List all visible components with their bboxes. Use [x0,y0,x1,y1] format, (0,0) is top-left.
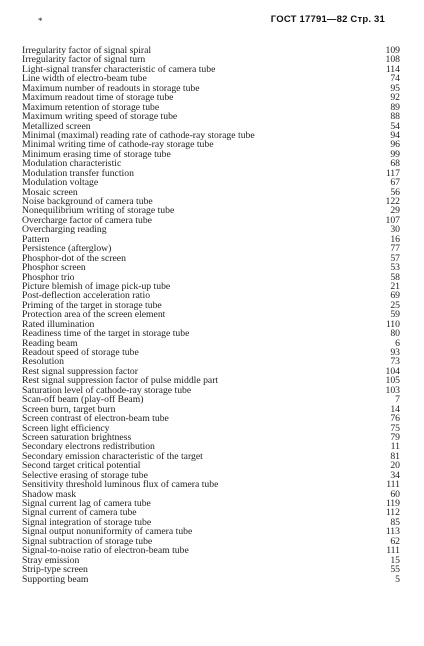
index-term: Modulation transfer function [22,168,134,179]
index-term: Light-signal transfer characteristic of camera tube [22,64,216,75]
page-header: ГОСТ 17791—82 Стр. 31 [270,14,385,25]
index-term: Protection area of the screen element [22,310,166,320]
term-index-list [22,46,400,584]
index-entry [22,159,400,168]
index-entry [22,565,400,574]
index-entry [22,537,400,546]
index-page-number: 75 [390,422,400,434]
index-term: Irregularity factor of signal turn [22,55,146,65]
index-entry [22,273,400,282]
index-page-number: 122 [385,196,400,207]
index-entry [22,339,400,348]
index-entry [22,424,400,433]
index-entry [22,188,400,197]
index-term: Maximum readout time of storage tube [22,93,174,103]
index-page-number: 62 [390,535,400,547]
index-term: Screen burn, target burn [22,404,116,415]
index-entry [22,461,400,470]
index-page-number: 21 [390,280,400,292]
index-entry [22,508,400,517]
index-term: Signal integration of storage tube [22,517,152,528]
index-page-number: 60 [390,488,400,500]
index-entry [22,122,400,131]
index-entry [22,263,400,272]
index-term: Modulation characteristic [22,159,122,169]
index-page-number: 54 [390,120,400,132]
index-entry [22,93,400,102]
index-entry [22,84,400,93]
index-term: Reading beam [22,338,78,348]
index-entry [22,46,400,55]
index-entry [22,518,400,527]
index-page-number: 68 [390,158,400,170]
index-term: Noise background of camera tube [22,197,153,207]
index-term: Rest signal suppression factor [22,366,138,377]
index-entry [22,433,400,442]
index-term: Signal output nonuniformity of camera tube [22,527,193,537]
index-term: Readout speed of storage tube [22,348,139,358]
index-term: Supporting beam [22,574,89,584]
index-page-number: 105 [385,375,400,387]
index-entry [22,216,400,225]
index-term: Minimal writing time of cathode-ray storage tube [22,140,214,150]
index-page-number: 110 [385,318,400,330]
index-term: Stray emission [22,555,80,566]
index-page-number: 104 [385,365,400,377]
index-term: Screen saturation brightness [22,432,132,443]
index-entry [22,414,400,423]
index-page-number: 29 [390,205,400,217]
index-page-number: 92 [390,92,400,104]
index-page-number: 5 [395,573,400,585]
index-entry [22,65,400,74]
index-term: Secondary emission characteristic of the target [22,451,203,462]
index-term: Minimum erasing time of storage tube [22,149,171,160]
index-entry [22,480,400,489]
index-page-number: 76 [390,413,400,425]
index-entry [22,527,400,536]
index-entry [22,556,400,565]
index-term: Maximum writing speed of storage tube [22,112,178,122]
index-term: Resolution [22,357,64,367]
index-term: Rest signal suppression factor of pulse middle part [22,376,219,386]
index-term: Post-deflection acceleration ratio [22,291,151,301]
index-entry [22,499,400,508]
index-page-number: 15 [390,554,400,566]
index-page-number: 7 [395,394,400,406]
index-entry [22,112,400,121]
index-term: Sensitivity threshold luminous flux of camera tube [22,480,219,490]
index-page-number: 59 [390,309,400,321]
index-page-number: 117 [385,167,400,179]
index-page-number: 55 [390,564,400,576]
index-term: Pattern [22,234,50,245]
index-page-number: 108 [385,54,400,66]
index-entry [22,244,400,253]
index-entry [22,329,400,338]
index-entry [22,169,400,178]
index-entry [22,225,400,234]
index-page-number: 73 [390,356,400,368]
index-term: Metallized screen [22,121,91,131]
index-page-number: 20 [390,460,400,472]
index-page-number: 80 [390,328,400,340]
index-page-number: 114 [385,63,400,75]
index-term: Scan-off beam (play-off Beam) [22,395,144,405]
index-term: Nonequilibrium writing of storage tube [22,206,175,216]
index-term: Mosaic screen [22,187,78,197]
index-term: Priming of the target in storage tube [22,300,162,311]
index-term: Readiness time of the target in storage tube [22,329,190,339]
index-page-number: 95 [390,82,400,94]
index-page-number: 81 [390,450,400,462]
index-term: Minimal (maximal) reading rate of cathode-ray storage tube [22,130,255,141]
index-term: Maximum retention of storage tube [22,102,160,113]
index-page-number: 11 [390,441,400,453]
index-entry [22,575,400,584]
index-entry [22,546,400,555]
index-page-number: 16 [390,233,400,245]
index-entry [22,395,400,404]
index-term: Overcharging reading [22,225,107,235]
index-page-number: 57 [390,252,400,264]
index-page-number: 56 [390,186,400,198]
index-entry [22,74,400,83]
index-entry [22,376,400,385]
index-page-number: 25 [390,299,400,311]
index-entry [22,235,400,244]
index-entry [22,310,400,319]
index-entry [22,357,400,366]
index-term: Phosphor screen [22,263,86,273]
index-entry [22,348,400,357]
index-entry [22,471,400,480]
index-page-number: 79 [390,431,400,443]
index-page-number: 30 [390,224,400,236]
index-entry [22,55,400,64]
index-page-number: 94 [390,129,400,141]
index-entry [22,405,400,414]
index-page-number: 6 [395,337,400,349]
index-page-number: 85 [390,516,400,528]
index-entry [22,103,400,112]
index-page-number: 99 [390,148,400,160]
index-entry [22,490,400,499]
index-term: Saturation level of cathode-ray storage tube [22,385,192,396]
index-term: Irregularity factor of signal spiral [22,46,152,56]
index-page-number: 113 [385,526,400,538]
index-term: Rated illumination [22,319,95,330]
index-term: Secondary electrons redistribution [22,442,155,452]
index-term: Picture blemish of image pick-up tube [22,281,171,292]
index-page-number: 14 [390,403,400,415]
index-page-number: 119 [385,498,400,509]
index-page-number: 58 [390,271,400,283]
index-entry [22,301,400,310]
index-entry [22,254,400,263]
index-term: Strip-type screen [22,565,88,575]
index-page-number: 74 [390,73,400,85]
index-entry [22,197,400,206]
index-entry [22,131,400,140]
index-page-number: 112 [385,507,400,519]
index-entry [22,178,400,187]
index-entry [22,442,400,451]
index-page-number: 89 [390,101,400,113]
index-entry [22,320,400,329]
index-page-number: 88 [390,111,400,123]
index-term: Line width of electro-beam tube [22,74,147,84]
index-term: Selective erasing of storage tube [22,470,148,481]
index-term: Persistence (afterglow) [22,244,112,254]
index-term: Phosphor trio [22,272,75,282]
index-term: Screen light efficiency [22,423,110,433]
index-page-number: 111 [386,479,400,491]
index-page-number: 34 [390,469,400,481]
index-entry [22,140,400,149]
index-page-number: 109 [385,45,400,56]
index-term: Overcharge factor of camera tube [22,215,152,226]
index-entry [22,150,400,159]
index-page-number: 107 [385,214,400,226]
index-page-number: 103 [385,384,400,396]
index-page-number: 67 [390,177,400,189]
index-term: Signal current lag of camera tube [22,499,151,509]
index-term: Maximum number of readouts in storage tube [22,83,200,94]
index-term: Signal-to-noise ratio of electron-beam tube [22,546,189,556]
index-entry [22,367,400,376]
index-page-number: 77 [390,243,400,255]
margin-asterisk: * [38,16,43,26]
index-page-number: 96 [390,139,400,151]
index-term: Signal current of camera tube [22,508,137,518]
index-entry [22,452,400,461]
index-term: Modulation voltage [22,178,99,188]
index-term: Phosphor-dot of the screen [22,253,126,264]
index-entry [22,291,400,300]
index-page-number: 111 [386,545,400,557]
index-entry [22,206,400,215]
index-term: Signal subtraction of storage tube [22,536,153,547]
index-term: Second target critical potential [22,461,141,471]
index-entry [22,386,400,395]
index-page-number: 53 [390,262,400,274]
index-page-number: 69 [390,290,400,302]
index-page-number: 93 [390,347,400,358]
index-term: Screen contrast of electron-beam tube [22,414,169,424]
index-term: Shadow mask [22,489,77,499]
index-entry [22,282,400,291]
